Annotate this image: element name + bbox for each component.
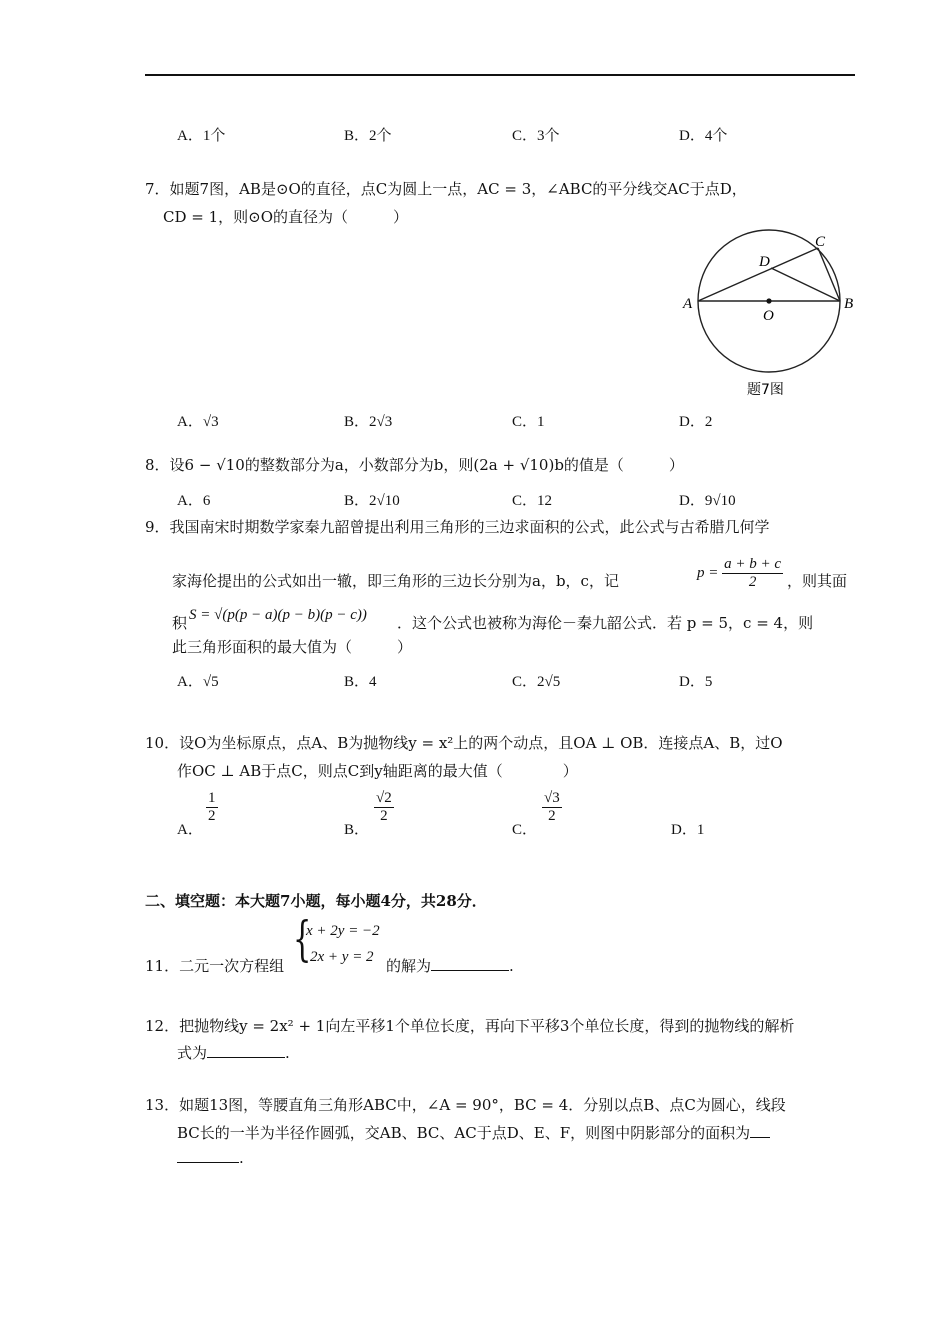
chord-bc bbox=[818, 248, 840, 301]
q10-b-num: √2 bbox=[374, 790, 394, 808]
q10-option-a-label: A． bbox=[177, 822, 203, 838]
q12-end: . bbox=[285, 1044, 290, 1062]
q7-option-c: C．1 bbox=[512, 414, 545, 430]
q13-stem-line1: 13．如题13图，等腰直角三角形ABC中，∠A = 90°，BC = 4．分别以点B、点C为圆心，线段 bbox=[145, 1096, 786, 1114]
q9-option-b: B．4 bbox=[344, 674, 377, 690]
circle-diagram bbox=[675, 228, 865, 403]
label-d: D bbox=[759, 254, 770, 270]
chord-ac bbox=[698, 248, 818, 301]
q13-answer-blank[interactable] bbox=[177, 1148, 239, 1163]
q9-stem-line2b: ，则其面 bbox=[787, 572, 848, 590]
q8-option-c: C．12 bbox=[512, 493, 553, 509]
q7-stem-line1: 7．如题7图，AB是⊙O的直径，点C为圆上一点，AC = 3，∠ABC的平分线交AC于点D， bbox=[145, 180, 747, 198]
q13-stem-line3 bbox=[177, 1148, 244, 1167]
q9-stem-line3b: ．这个公式也被称为海伦－秦九韶公式．若 p = 5，c = 4，则 bbox=[397, 614, 814, 632]
q6-option-d: D．4个 bbox=[679, 128, 728, 144]
label-a: A bbox=[683, 296, 693, 312]
q11-system bbox=[296, 918, 380, 970]
q10-option-a-fraction bbox=[206, 790, 218, 826]
bisector-bd bbox=[771, 268, 840, 301]
q7-stem-line2: CD = 1，则⊙O的直径为（ ） bbox=[163, 208, 409, 226]
q9-option-c: C．2√5 bbox=[512, 674, 561, 690]
q10-option-b-label: B． bbox=[344, 822, 370, 838]
label-c: C bbox=[815, 234, 826, 250]
figure-caption: 题7图 bbox=[747, 382, 784, 398]
q8-option-d: D．9√10 bbox=[679, 493, 736, 509]
q13-line2-text: BC长的一半为半径作圆弧，交AB、BC、AC于点D、E、F，则图中阴影部分的面积为 bbox=[177, 1124, 751, 1142]
q10-option-c-label: C． bbox=[512, 822, 538, 838]
q6-option-c: C．3个 bbox=[512, 128, 560, 144]
q9-stem-line3a: 积 bbox=[172, 614, 188, 632]
q11-answer-blank[interactable] bbox=[431, 956, 509, 971]
q8-stem: 8．设6 − √10的整数部分为a，小数部分为b，则(2a + √10)b的值是（ ） bbox=[145, 456, 684, 474]
q9-stem-line1: 9．我国南宋时期数学家秦九韶曾提出利用三角形的三边求面积的公式，此公式与古希腊几何学 bbox=[145, 518, 770, 536]
q10-stem-line1: 10．设O为坐标原点，点A、B为抛物线y = x²上的两个动点，且OA ⊥ OB．连接点A、B，过O bbox=[145, 734, 783, 752]
q10-stem-line2: 作OC ⊥ AB于点C，则点C到y轴距离的最大值（ ） bbox=[177, 762, 578, 780]
q10-a-num: 1 bbox=[206, 790, 218, 808]
q9-p-lhs: p = bbox=[697, 565, 719, 582]
q12-line2-text: 式为 bbox=[177, 1044, 208, 1062]
q9-p-fraction bbox=[722, 556, 783, 592]
q10-option-c-fraction bbox=[542, 790, 562, 826]
q11-prefix: 11．二元一次方程组 bbox=[145, 957, 285, 975]
header-rule bbox=[145, 74, 855, 76]
q9-stem-line4: 此三角形面积的最大值为（ ） bbox=[172, 638, 413, 656]
q9-p-denominator: 2 bbox=[748, 574, 757, 591]
q8-option-a: A．6 bbox=[177, 493, 211, 509]
q10-c-den: 2 bbox=[548, 808, 556, 825]
q11-eq1: x + 2y = −2 bbox=[306, 923, 380, 939]
q11-end: . bbox=[509, 957, 514, 975]
q11-eq2: 2x + y = 2 bbox=[310, 949, 374, 965]
section-2-heading: 二、填空题：本大题7小题，每小题4分，共28分． bbox=[145, 892, 487, 910]
q6-option-a: A．1个 bbox=[177, 128, 226, 144]
q12-answer-blank[interactable] bbox=[207, 1043, 285, 1058]
q8-option-b: B．2√10 bbox=[344, 493, 400, 509]
q11-suffix-text: 的解为 bbox=[386, 957, 432, 975]
q9-option-d: D．5 bbox=[679, 674, 713, 690]
q10-a-den: 2 bbox=[208, 808, 216, 825]
q9-p-numerator: a + b + c bbox=[722, 556, 783, 574]
q6-option-b: B．2个 bbox=[344, 128, 392, 144]
q9-heron-formula: S = √(p(p − a)(p − b)(p − c)) bbox=[189, 607, 367, 623]
q13-end: . bbox=[239, 1149, 244, 1167]
q13-answer-blank-start[interactable] bbox=[750, 1123, 770, 1138]
q9-stem-line2a: 家海伦提出的公式如出一辙，即三角形的三边长分别为a，b，c，记 bbox=[172, 572, 619, 590]
q9-p-def bbox=[697, 556, 783, 592]
q10-b-den: 2 bbox=[380, 808, 388, 825]
q7-figure bbox=[675, 228, 865, 407]
label-b: B bbox=[844, 296, 854, 312]
label-o: O bbox=[763, 308, 774, 324]
q11-suffix bbox=[386, 955, 514, 976]
q7-option-b: B．2√3 bbox=[344, 414, 393, 430]
q10-option-b-fraction bbox=[374, 790, 394, 826]
q13-stem-line2 bbox=[177, 1122, 770, 1143]
q12-stem-line1: 12．把抛物线y = 2x² + 1向左平移1个单位长度，再向下平移3个单位长度，得到的抛物线的解析 bbox=[145, 1017, 795, 1035]
q12-stem-line2 bbox=[177, 1042, 290, 1063]
center-point bbox=[766, 298, 771, 303]
q10-c-num: √3 bbox=[542, 790, 562, 808]
q10-option-d: D．1 bbox=[671, 822, 705, 838]
q9-option-a: A．√5 bbox=[177, 674, 219, 690]
system-brace: { bbox=[293, 911, 312, 967]
q7-option-d: D．2 bbox=[679, 414, 713, 430]
q7-option-a: A．√3 bbox=[177, 414, 219, 430]
